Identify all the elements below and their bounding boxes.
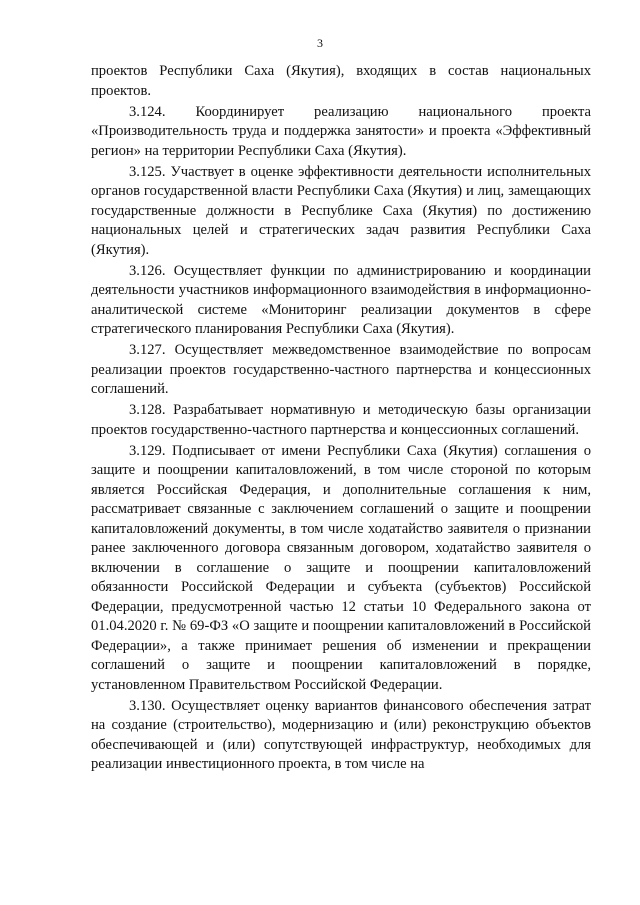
paragraph-3-129: 3.129. Подписывает от имени Республики Саха (Якутия) соглашения о защите и поощрении капиталовложений, в том числе стороной по которым является Российская Федерация, и дополнительные соглашения к ним, рассматривает связанные с заключением соглашений о защите и поощрении капиталовложений документы, в том числе ходатайство заявителя о признании ранее заключенного договора связанным договором, ходатайство заявителя о включении в соглашение о защите и поощрении капиталовложений обязанности Российской Федерации и субъекта (субъектов) Российской Федерации, предусмотренной частью 12 статьи 10 Федерального закона от 01.04.2020 г. № 69-ФЗ «О защите и поощрении капиталовложений в Российской Федерации», а также принимает решения об изменении и прекращении соглашений о защите и поощрении капиталовложений в порядке, установленном Правительством Российской Федерации. (91, 442, 591, 693)
paragraph-3-126: 3.126. Осуществляет функции по администрированию и координации деятельности участников информационного взаимодействия в информационно-аналитической системе «Мониторинг реализации документов в сфере стратегического планирования Республики Саха (Якутия). (91, 262, 591, 337)
paragraph-continuation: проектов Республики Саха (Якутия), входящих в состав национальных проектов. (91, 63, 591, 99)
paragraph-3-124: 3.124. Координирует реализацию национального проекта «Производительность труда и поддержка занятости» и проекта «Эффективный регион» на территории Республики Саха (Якутия). (91, 103, 591, 159)
paragraph-3-130: 3.130. Осуществляет оценку вариантов финансового обеспечения затрат на создание (строительство), модернизацию и (или) реконструкцию объектов обеспечивающей и (или) сопутствующей инфраструктур, необходимых для реализации инвестиционного проекта, в том числе на (91, 697, 591, 772)
paragraph-3-128: 3.128. Разрабатывает нормативную и методическую базы организации проектов государственно-частного партнерства и концессионных соглашений. (91, 402, 591, 438)
page-number: 3 (317, 36, 323, 50)
paragraph-3-125: 3.125. Участвует в оценке эффективности деятельности исполнительных органов государственной власти Республики Саха (Якутия) и лиц, замещающих государственные должности в Республике Саха (Якутия) по достижению национальных целей и стратегических задач развития Республики Саха (Якутия). (91, 163, 591, 258)
paragraph-3-127: 3.127. Осуществляет межведомственное взаимодействие по вопросам реализации проектов государственно-частного партнерства и концессионных соглашений. (91, 342, 591, 397)
document-body (91, 62, 591, 776)
